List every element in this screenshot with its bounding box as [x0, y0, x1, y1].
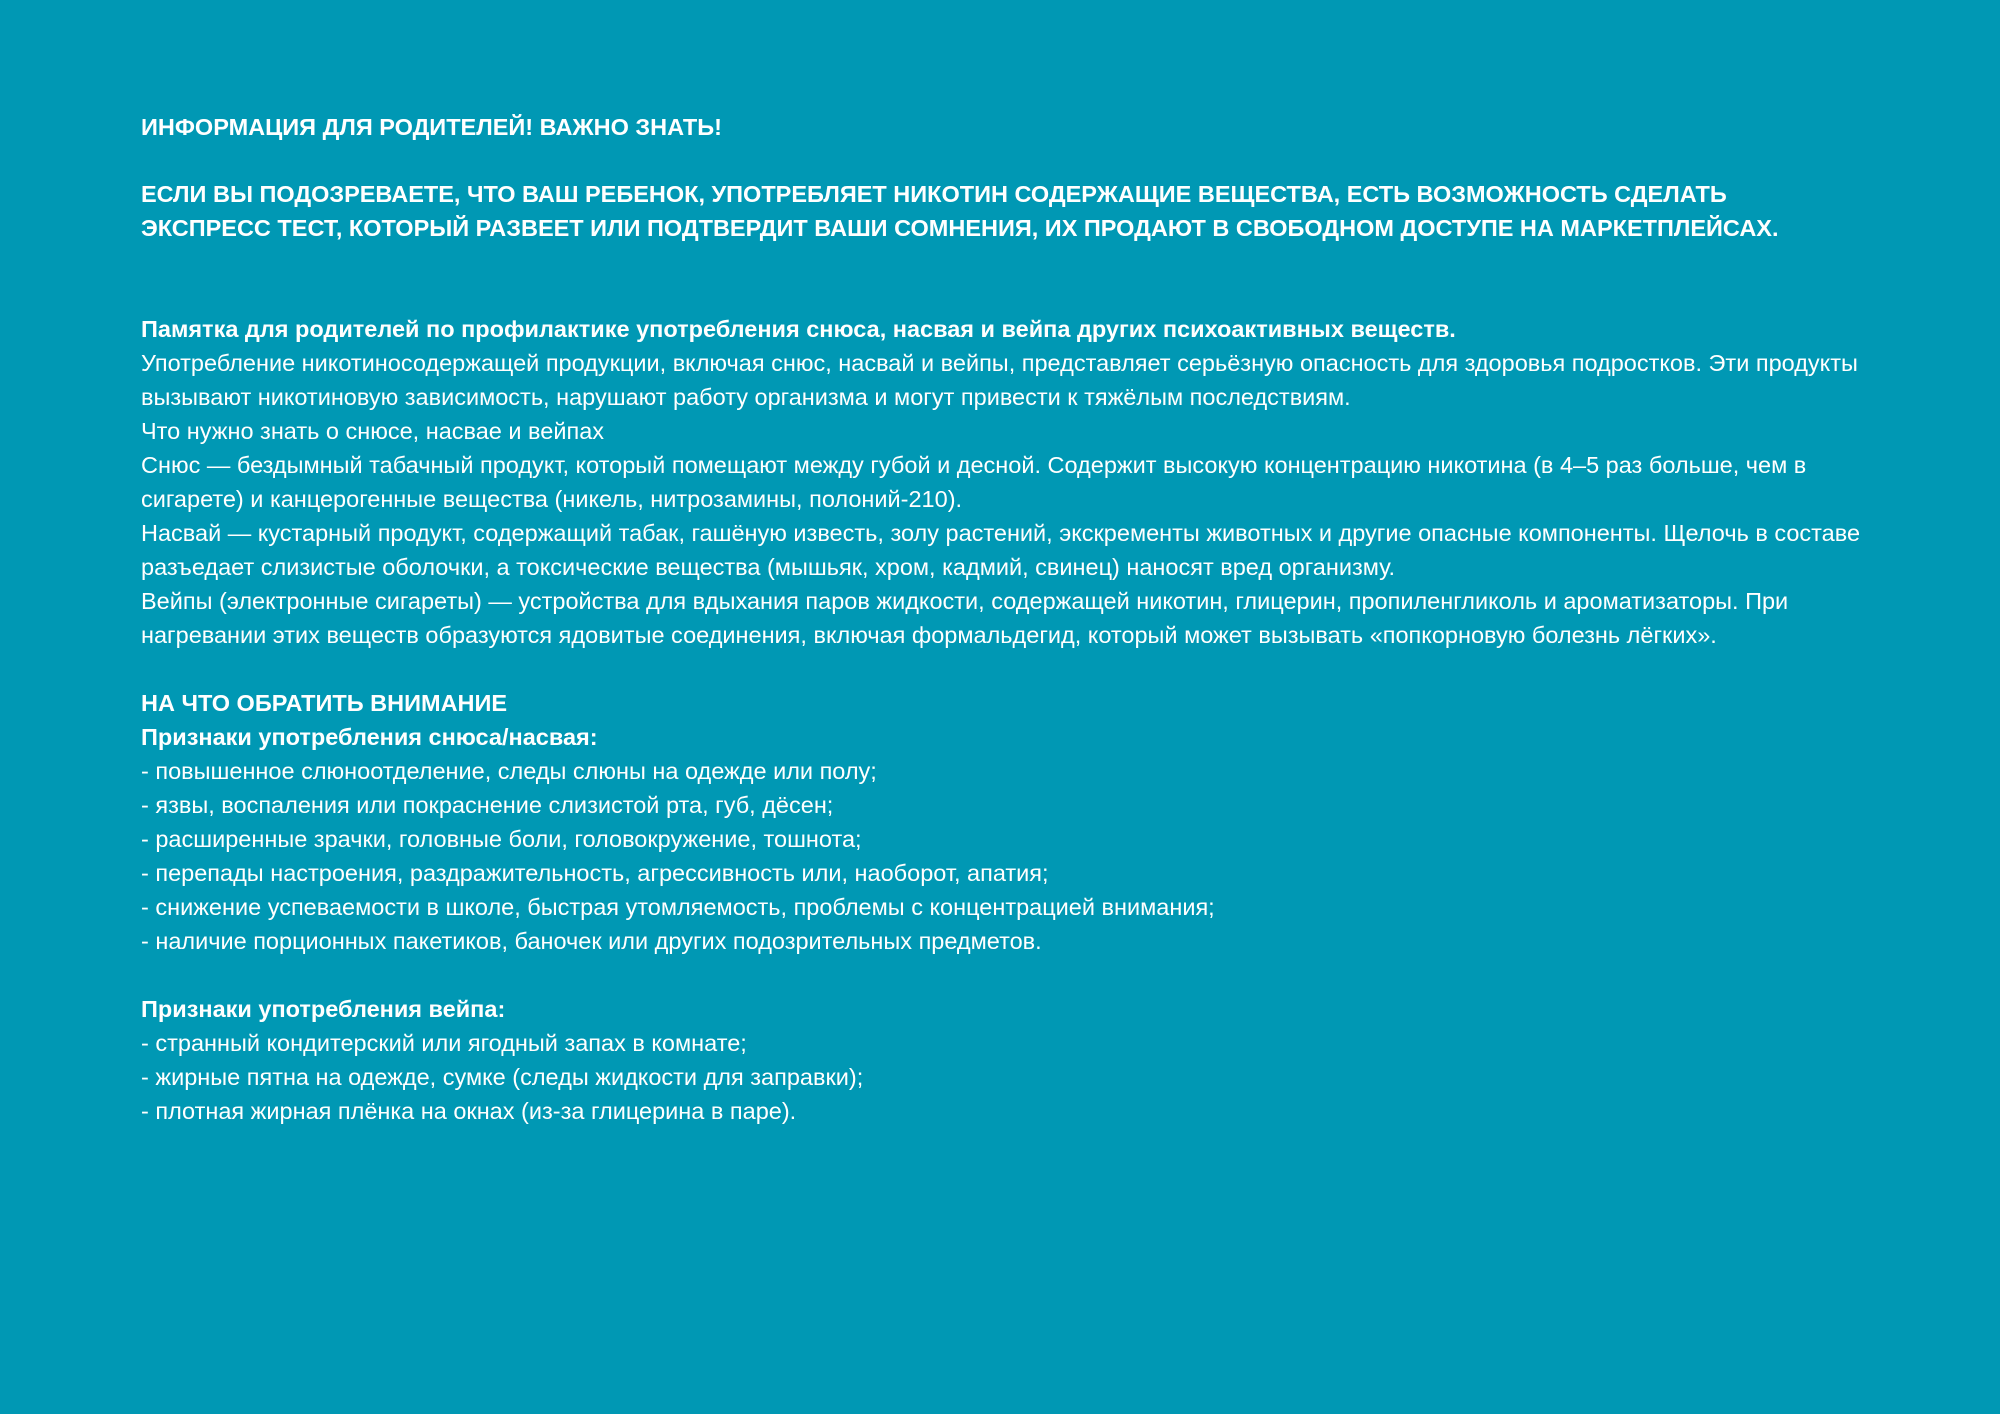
memo-what-to-know: Что нужно знать о снюсе, насвае и вейпах — [141, 418, 605, 444]
list-item: - наличие порционных пакетиков, баночек или других подозрительных предметов. — [141, 928, 1042, 954]
list-item: - плотная жирная плёнка на окнах (из-за глицерина в паре). — [141, 1098, 797, 1124]
list-item: - странный кондитерский или ягодный запах в комнате; — [141, 1030, 747, 1056]
list-item: - расширенные зрачки, головные боли, головокружение, тошнота; — [141, 826, 862, 852]
vape-signs-title: Признаки употребления вейпа: — [141, 996, 506, 1022]
list-item: - повышенное слюноотделение, следы слюны на одежде или полу; — [141, 758, 877, 784]
list-item: - перепады настроения, раздражительность, агрессивность или, наоборот, апатия; — [141, 860, 1049, 886]
list-item: - язвы, воспаления или покраснение слизистой рта, губ, дёсен; — [141, 792, 834, 818]
memo-title: Памятка для родителей по профилактике употребления снюса, насвая и вейпа других психоактивных веществ. — [141, 316, 1456, 342]
page-title: ИНФОРМАЦИЯ ДЛЯ РОДИТЕЛЕЙ! ВАЖНО ЗНАТЬ! — [141, 114, 722, 140]
memo-section — [141, 312, 1861, 652]
vape-signs-list — [141, 1026, 1861, 1128]
document-page — [141, 110, 1861, 1128]
snus-signs-list — [141, 754, 1861, 958]
memo-vapes: Вейпы (электронные сигареты) — устройства для вдыхания паров жидкости, содержащей никотин, глицерин, пропиленгликоль и ароматизаторы. При нагревании этих веществ образуются ядовитые соединения, включая формальдегид, который может вызывать «попкорновую болезнь лёгких». — [141, 588, 1789, 648]
list-item: - жирные пятна на одежде, сумке (следы жидкости для заправки); — [141, 1064, 864, 1090]
memo-snus: Снюс — бездымный табачный продукт, который помещают между губой и десной. Содержит высокую концентрацию никотина (в 4–5 раз больше, чем в сигарете) и канцерогенные вещества (никель, нитрозамины, полоний-210). — [141, 452, 1807, 512]
list-item: - снижение успеваемости в школе, быстрая утомляемость, проблемы с концентрацией внимания; — [141, 894, 1215, 920]
attention-section — [141, 686, 1861, 1128]
memo-intro: Употребление никотиносодержащей продукции, включая снюс, насвай и вейпы, представляет серьёзную опасность для здоровья подростков. Эти продукты вызывают никотиновую зависимость, нарушают работу организма и могут привести к тяжёлым последствиям. — [141, 350, 1858, 410]
intro-notice: ЕСЛИ ВЫ ПОДОЗРЕВАЕТЕ, ЧТО ВАШ РЕБЕНОК, УПОТРЕБЛЯЕТ НИКОТИН СОДЕРЖАЩИЕ ВЕЩЕСТВА, ЕСТЬ ВОЗМОЖНОСТЬ СДЕЛАТЬ ЭКСПРЕСС ТЕСТ, КОТОРЫЙ РАЗВЕЕТ ИЛИ ПОДТВЕРДИТ ВАШИ СОМНЕНИЯ, ИХ ПРОДАЮТ В СВОБОДНОМ ДОСТУПЕ НА МАРКЕТПЛЕЙСАХ. — [141, 181, 1779, 241]
snus-signs-title: Признаки употребления снюса/насвая: — [141, 724, 598, 750]
memo-nasvay: Насвай — кустарный продукт, содержащий табак, гашёную известь, золу растений, экскременты животных и другие опасные компоненты. Щелочь в составе разъедает слизистые оболочки, а токсические вещества (мышьяк, хром, кадмий, свинец) наносят вред организму. — [141, 520, 1861, 580]
attention-heading: НА ЧТО ОБРАТИТЬ ВНИМАНИЕ — [141, 690, 508, 716]
